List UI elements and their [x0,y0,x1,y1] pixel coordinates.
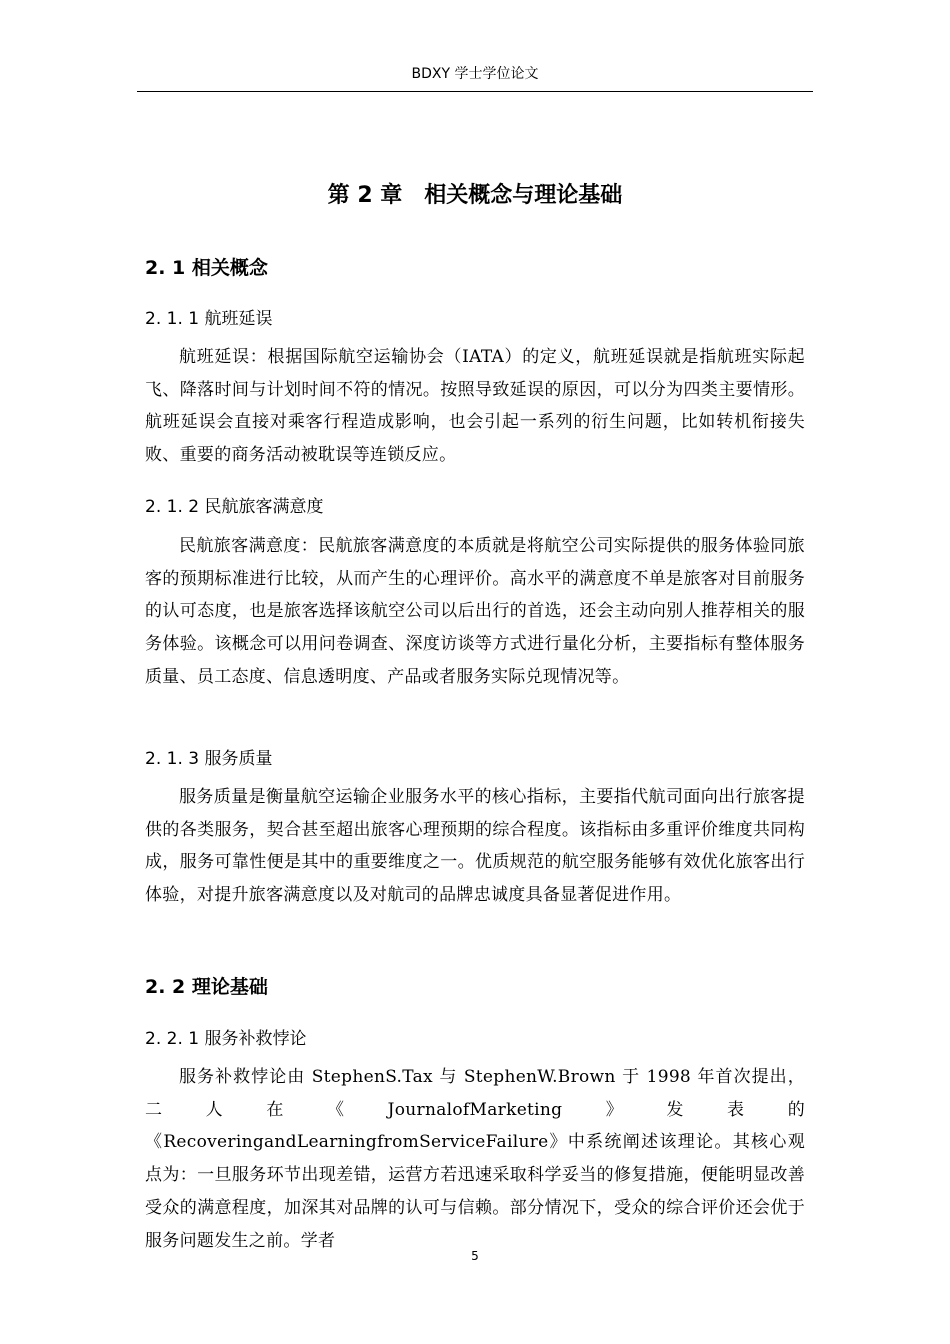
subsection-heading-2-1-2: 2. 1. 2 民航旅客满意度 [145,497,324,517]
paragraph-passenger-satisfaction: 民航旅客满意度：民航旅客满意度的本质就是将航空公司实际提供的服务体验同旅客的预期标准进行比较，从而产生的心理评价。高水平的满意度不单是旅客对目前服务的认可态度，也是旅客选择该航空公司以后出行的首选，还会主动向别人推荐相关的服务体验。该概念可以用问卷调查、深度访谈等方式进行量化分析，主要指标有整体服务质量、员工态度、信息透明度、产品或者服务实际兑现情况等。 [145,536,805,687]
subsection-heading-2-1-3: 2. 1. 3 服务质量 [145,749,273,769]
paragraph-flight-delay: 航班延误：根据国际航空运输协会（IATA）的定义，航班延误就是指航班实际起飞、降落时间与计划时间不符的情况。按照导致延误的原因，可以分为四类主要情形。航班延误会直接对乘客行程造成影响，也会引起一系列的衍生问题，比如转机衔接失败、重要的商务活动被耽误等连锁反应。 [145,347,805,466]
page-header: BDXY 学士学位论文 [411,66,539,82]
section-heading-2-2: 2. 2 理论基础 [145,976,268,998]
paragraph-service-recovery-paradox: 服务补救悖论由 StephenS.Tax 与 StephenW.Brown 于 1998 年首次提出，二人在《JournalofMarketing》发表的《RecoveringandLearningfromServiceFailure》中系统阐述该理论。其核心观点为：一旦服务环节出现差错，运营方若迅速采取科学妥当的修复措施，便能明显改善受众的满意程度，加深其对品牌的认可与信赖。部分情况下，受众的综合评价还会优于服务问题发生之前。学者 [145,1067,805,1251]
header-divider [137,91,813,92]
paragraph-service-quality: 服务质量是衡量航空运输企业服务水平的核心指标，主要指代航司面向出行旅客提供的各类服务，契合甚至超出旅客心理预期的综合程度。该指标由多重评价维度共同构成，服务可靠性便是其中的重要维度之一。优质规范的航空服务能够有效优化旅客出行体验，对提升旅客满意度以及对航司的品牌忠诚度具备显著促进作用。 [145,787,805,906]
subsection-heading-2-2-1: 2. 2. 1 服务补救悖论 [145,1029,307,1049]
subsection-heading-2-1-1: 2. 1. 1 航班延误 [145,309,273,329]
chapter-title: 第 2 章 相关概念与理论基础 [327,183,623,208]
page-number: 5 [471,1249,479,1263]
section-heading-2-1: 2. 1 相关概念 [145,257,268,279]
